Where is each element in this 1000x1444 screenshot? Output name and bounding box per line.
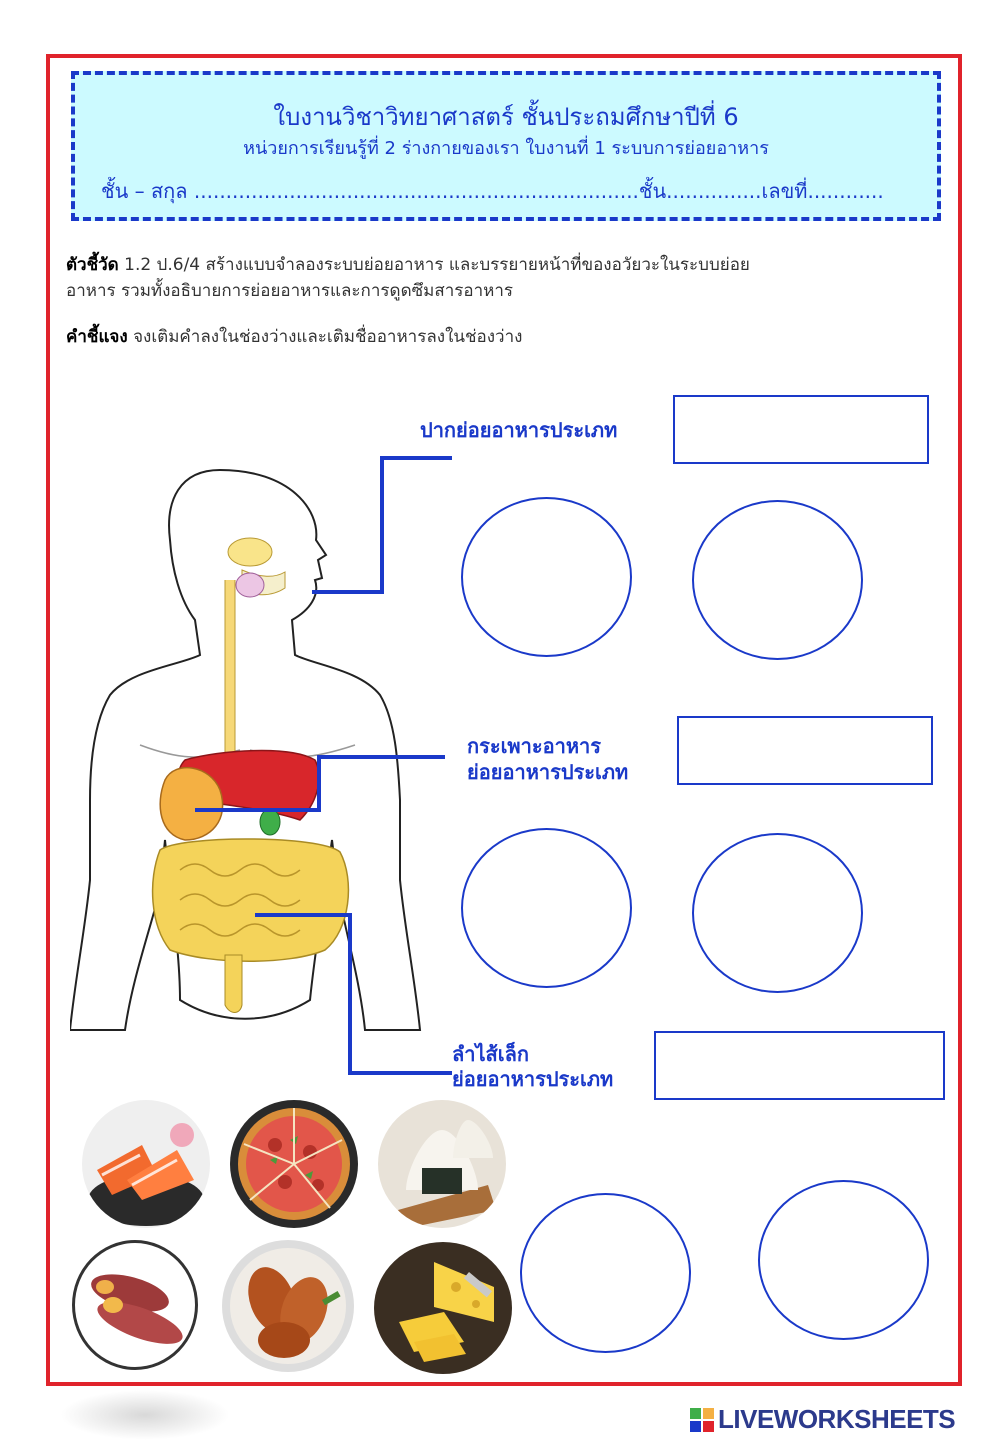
indicator-text-2: อาหาร รวมทั้งอธิบายการย่อยอาหารและการดูดซึมสารอาหาร [66, 281, 514, 301]
indicator-label: ตัวชี้วัด [66, 255, 119, 275]
cheese-image [374, 1242, 512, 1374]
stomach-label-1: กระเพาะอาหาร [467, 734, 601, 758]
stomach-answer-box[interactable] [677, 716, 933, 785]
intestine-food-circle-1[interactable] [520, 1193, 691, 1353]
food-sweet-potato[interactable] [72, 1240, 198, 1370]
worksheet-subtitle: หน่วยการเรียนรู้ที่ 2 ร่างกายของเรา ใบงานที่ 1 ระบบการย่อยอาหาร [243, 138, 769, 159]
onigiri-image [378, 1100, 506, 1228]
food-onigiri[interactable] [378, 1100, 506, 1228]
food-salmon-sashimi[interactable] [82, 1100, 210, 1228]
instruction-label: คำชี้แจง [66, 327, 128, 347]
bottom-shadow [60, 1390, 230, 1440]
name-line: ชั้น – สกุล ......................................................................ชั้น...............เลขที่............ [101, 179, 884, 203]
worksheet-title: ใบงานวิชาวิทยาศาสตร์ ชั้นประถมศึกษาปีที่ 6 [273, 103, 739, 131]
intestine-answer-box[interactable] [654, 1031, 945, 1100]
mouth-label: ปากย่อยอาหารประเภท [420, 418, 618, 442]
intestine-label-2: ย่อยอาหารประเภท [452, 1067, 614, 1091]
stomach-label-2: ย่อยอาหารประเภท [467, 760, 629, 784]
mouth-food-circle-2[interactable] [692, 500, 863, 660]
salmon-sashimi-image [82, 1100, 210, 1228]
pizza-image [230, 1100, 358, 1228]
mouth-food-circle-1[interactable] [461, 497, 632, 657]
food-fried-chicken[interactable] [222, 1240, 354, 1372]
mouth-answer-box[interactable] [673, 395, 929, 464]
intestine-label-1: ลำไส้เล็ก [452, 1042, 529, 1066]
intestine-food-circle-2[interactable] [758, 1180, 929, 1340]
food-pizza[interactable] [230, 1100, 358, 1228]
instruction-text: จงเติมคำลงในช่องว่างและเติมชื่ออาหารลงในช่องว่าง [127, 327, 523, 347]
indicator-text-1: 1.2 ป.6/4 สร้างแบบจำลองระบบย่อยอาหาร และบรรยายหน้าที่ของอวัยวะในระบบย่อย [118, 255, 750, 275]
liveworksheets-brand[interactable]: LIVEWORKSHEETS [718, 1404, 956, 1434]
stomach-food-circle-1[interactable] [461, 828, 632, 988]
fried-chicken-image [222, 1240, 354, 1372]
stomach-food-circle-2[interactable] [692, 833, 863, 993]
sweet-potato-image [75, 1243, 195, 1367]
food-cheese[interactable] [374, 1242, 512, 1374]
liveworksheets-logo-icon [690, 1408, 714, 1432]
